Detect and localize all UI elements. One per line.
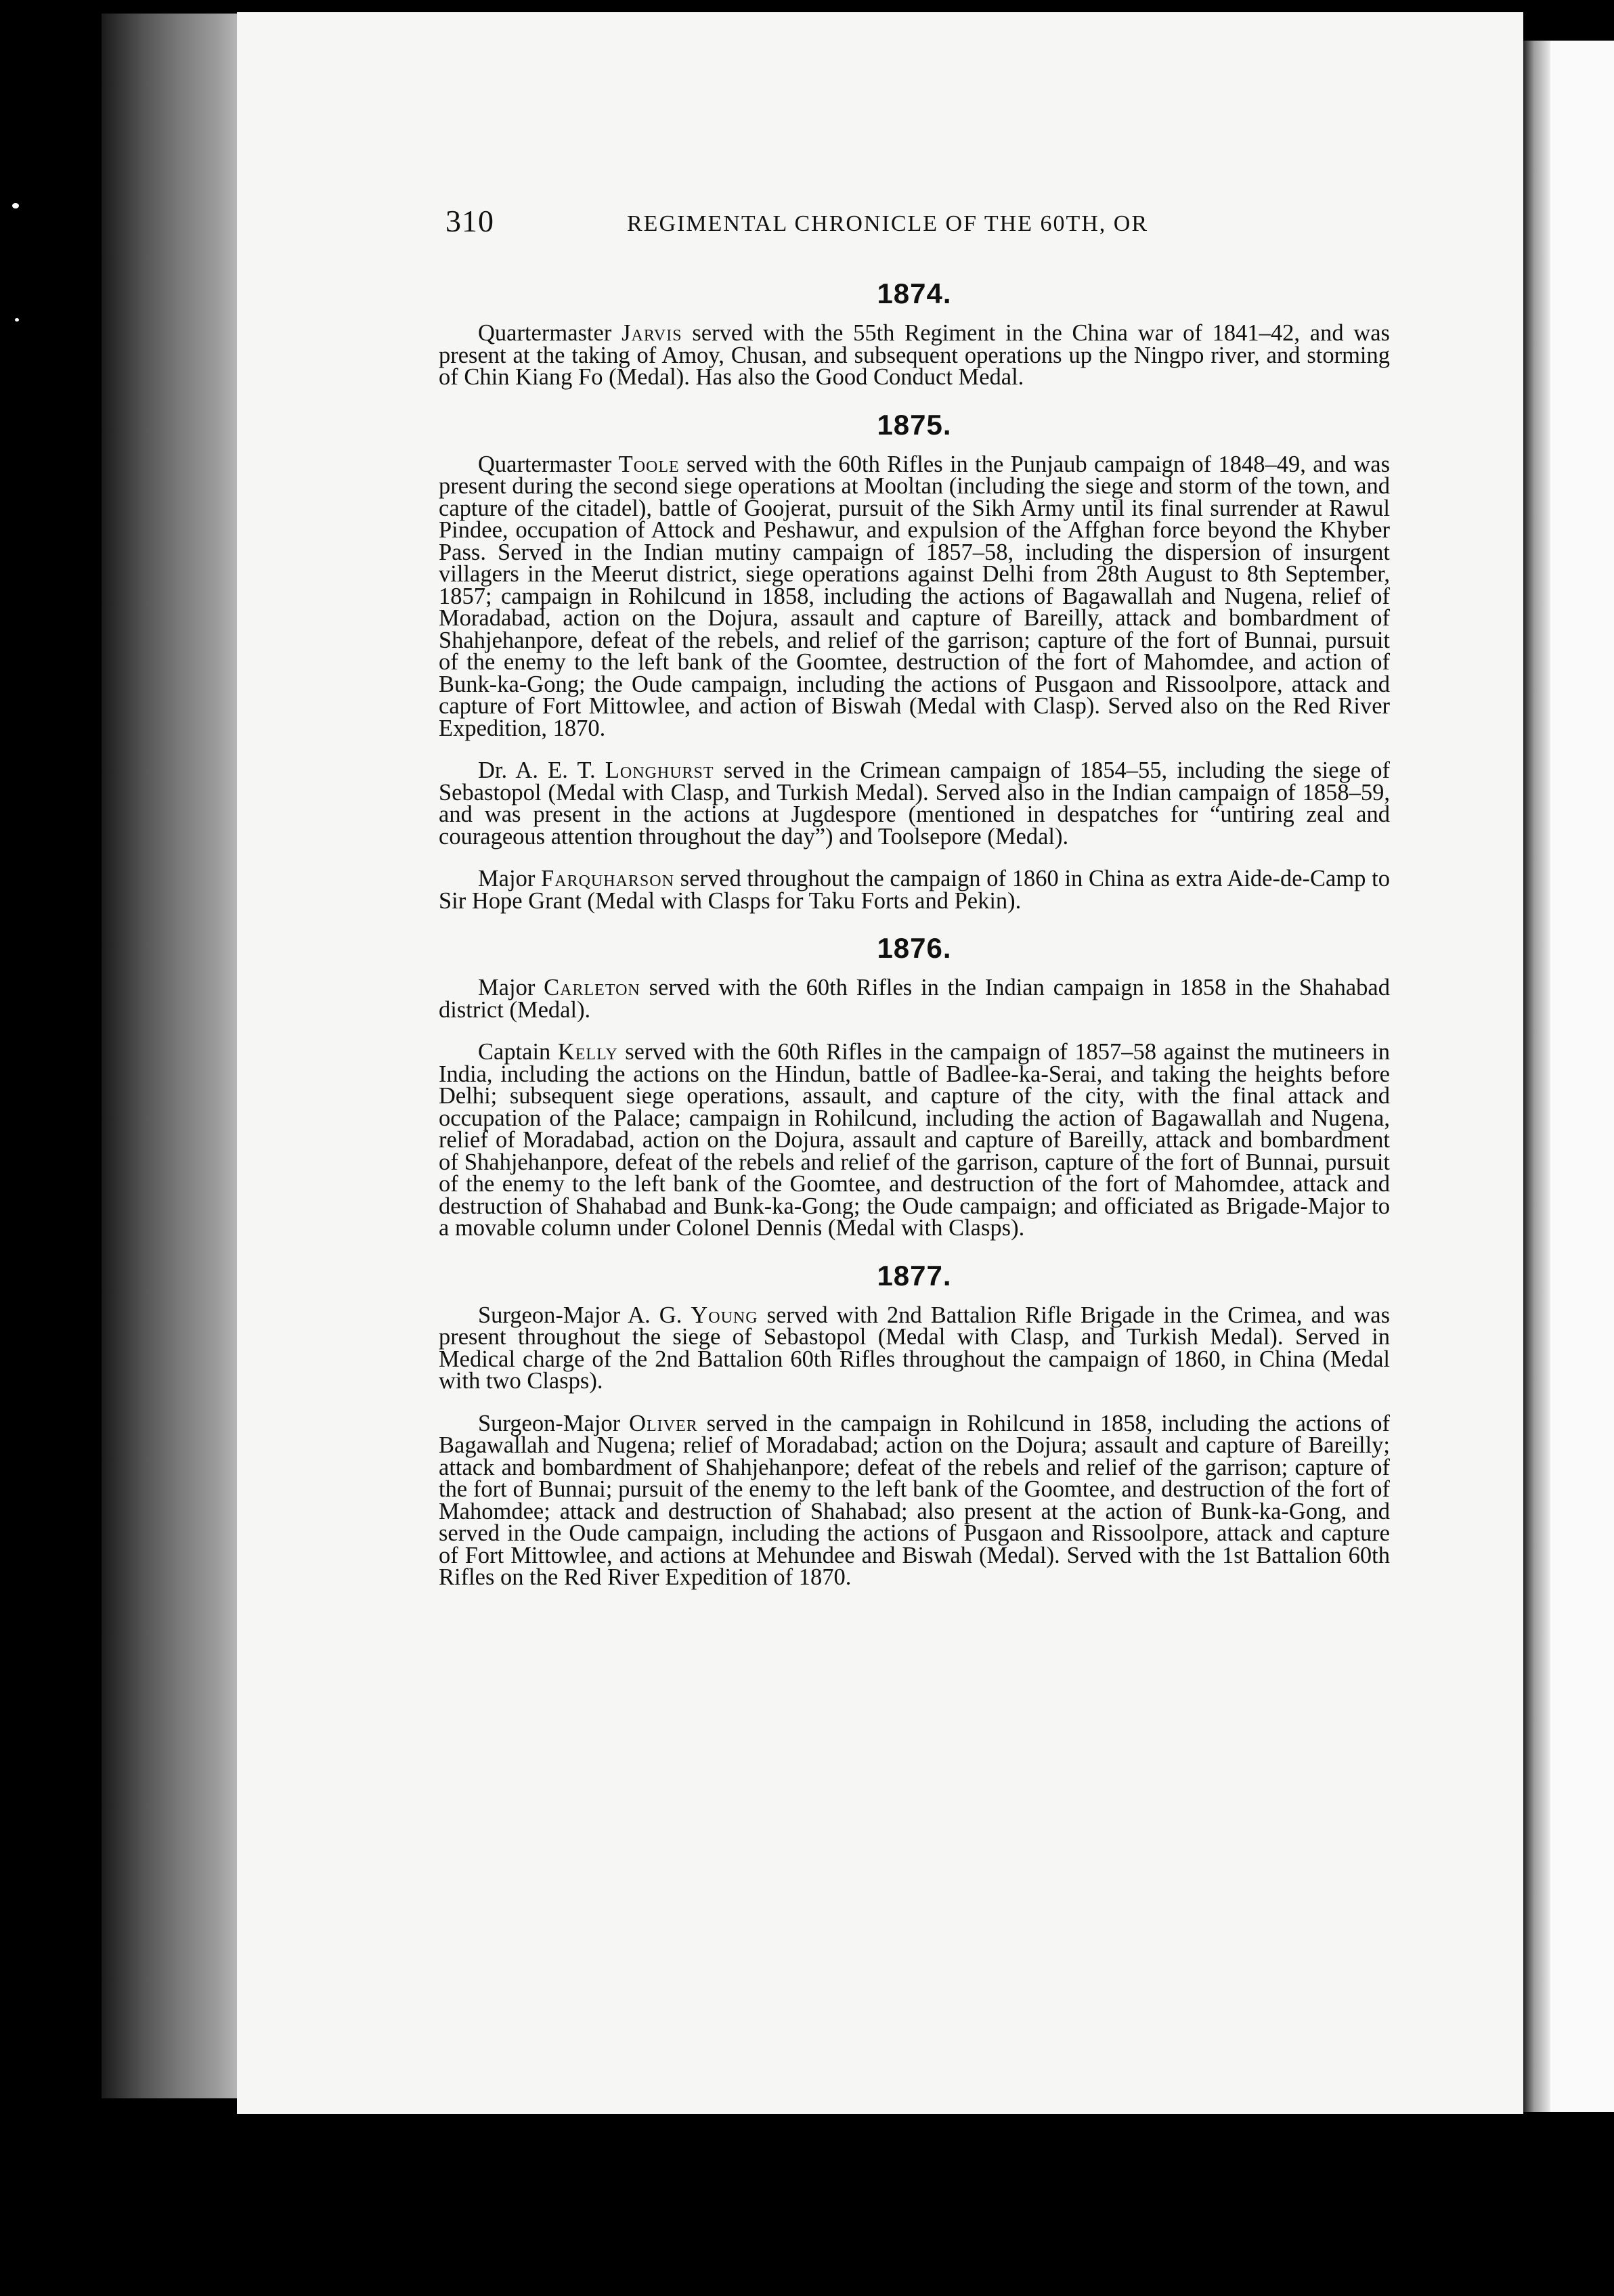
facing-page-gutter (1523, 41, 1550, 2112)
officer-name: Kelly (557, 1039, 618, 1065)
entry-lead: Quartermaster (478, 320, 622, 346)
entry-lead: Surgeon-Major (478, 1410, 630, 1436)
entry-text: served with the 60th Rifles in the campaign of 1857–58 against the mutineers in India, including the actions on the Hindun, battle of Badlee-ka-Serai, and taking the heights before Delhi; subsequent siege operations, assault, and capture of the city, with the final attack and occupation of the Palace; campaign in Rohilcund, including the action of Bagawallah and Nugena, relief of Moradabad, action on the Dojura, assault and capture of Bareilly, attack and bombardment of Shahjehanpore, defeat of the rebels and relief of the garrison, capture of the fort of Bunnai, pursuit of the enemy to the left bank of the Goomtee, and destruction of the fort of Mahomdee, attack and destruction of Shahabad and Bunk-ka-Gong; the Oude campaign; and officiated as Brigade-Major to a movable column under Colonel Dennis (Medal with Clasps). (439, 1039, 1390, 1241)
entry-text: served with the 55th Regiment in the China war of 1841–42, and was present at the taking of Amoy, Chusan, and subsequent operations up the Ningpo river, and storming of Chin Kiang Fo (Medal). Has also the Good Conduct Medal. (439, 320, 1390, 390)
entry-lead: Major (478, 866, 542, 891)
dust-speck (15, 318, 19, 322)
officer-name: Jarvis (621, 320, 682, 346)
service-entry (439, 1304, 1390, 1392)
entry-lead: Captain (478, 1039, 558, 1065)
entry-text: served with the 60th Rifles in the Indian campaign in 1858 in the Shahabad district (Medal). (439, 975, 1390, 1023)
facing-page (1550, 41, 1614, 2112)
service-entry (439, 759, 1390, 847)
entry-text: served in the campaign in Rohilcund in 1858, including the actions of Bagawallah and Nugena; relief of Moradabad; action on the Dojura; assault and capture of Bareilly; attack and bombardment of Shahjehanpore; defeat of the rebels and relief of the garrison; capture of the fort of Bunnai; pursuit of the enemy to the left bank of the Goomtee, and destruction of the fort of Mahomdee; attack and destruction of Shahabad; also present at the action of Bunk-ka-Gong, and served in the Oude campaign, including the actions of Pusgaon and Rissoolpore, attack and capture of Fort Mittowlee, and actions at Mehundee and Biswah (Medal). Served with the 1st Battalion 60th Rifles on the Red River Expedition of 1870. (439, 1410, 1390, 1590)
year-heading: 1874. (877, 278, 952, 309)
officer-name: Farquharson (541, 866, 674, 891)
page-number: 310 (445, 204, 494, 238)
entry-lead: Quartermaster (478, 451, 619, 477)
entry-lead: Surgeon-Major A. G. (478, 1302, 691, 1328)
service-entry (439, 322, 1390, 389)
page-stack-edge (102, 14, 244, 2098)
dust-speck (12, 203, 19, 208)
officer-name: Carleton (544, 975, 640, 1000)
entry-text: served with 2nd Battalion Rifle Brigade in the Crimea, and was present throughout the siege of Sebastopol (Medal with Clasp, and Turkish Medal). Served in Medical charge of the 2nd Battalion 60th Rifles throughout the campaign of 1860, in China (Medal with two Clasps). (439, 1302, 1390, 1394)
running-head (439, 196, 1390, 257)
officer-name: Young (691, 1302, 758, 1328)
officer-name: Oliver (629, 1410, 698, 1436)
year-heading: 1876. (877, 932, 952, 964)
service-entry (439, 868, 1390, 912)
running-head-title: REGIMENTAL CHRONICLE OF THE 60TH, OR (627, 211, 1149, 236)
service-entry (439, 451, 1390, 741)
page-content (439, 196, 1390, 1609)
service-entry (439, 1041, 1390, 1239)
entry-text: served in the Crimean campaign of 1854–55, including the siege of Sebastopol (Medal with Clasp, and Turkish Medal). Served also in the Indian campaign of 1858–59, and was present in the actions at Jugdespore (mentioned in despatches for “untiring zeal and courageous attention throughout the day”) and Toolsepore (Medal). (439, 757, 1390, 849)
officer-name: Toole (618, 451, 680, 477)
service-entry (439, 1410, 1390, 1590)
year-heading: 1877. (877, 1259, 952, 1292)
entry-lead: Major (478, 975, 544, 1000)
entry-text: served throughout the campaign of 1860 in China as extra Aide-de-Camp to Sir Hope Grant (Medal with Clasps for Taku Forts and Pekin). (439, 866, 1390, 914)
entry-text: served with the 60th Rifles in the Punjaub campaign of 1848–49, and was present during the second siege operations at Mooltan (including the siege and storm of the town, and capture of the citadel), battle of Goojerat, pursuit of the Sikh Army until its final surrender at Rawul Pindee, occupation of Attock and Peshawur, and expulsion of the Affghan force beyond the Khyber Pass. Served in the Indian mutiny campaign of 1857–58, including the dispersion of insurgent villagers in the Meerut district, siege operations against Delhi from 28th August to 8th September, 1857; campaign in Rohilcund in 1858, including the actions of Bagawallah and Nugena, relief of Moradabad, action on the Dojura, assault and capture of Bareilly, attack and bombardment of Shahjehanpore, defeat of the rebels, and relief of the garrison; capture of the fort of Bunnai, pursuit of the enemy to the left bank of the Goomtee, destruction of the fort of Mahomdee, and action of Bunk-ka-Gong; the Oude campaign, including the actions of Pusgaon and Rissoolpore, attack and capture of Fort Mittowlee, and action of Biswah (Medal with Clasp). Served also on the Red River Expedition, 1870. (439, 451, 1390, 741)
year-heading: 1875. (877, 408, 952, 441)
officer-name: Longhurst (605, 757, 714, 783)
entry-lead: Dr. A. E. T. (478, 757, 605, 783)
service-entry (439, 977, 1390, 1021)
